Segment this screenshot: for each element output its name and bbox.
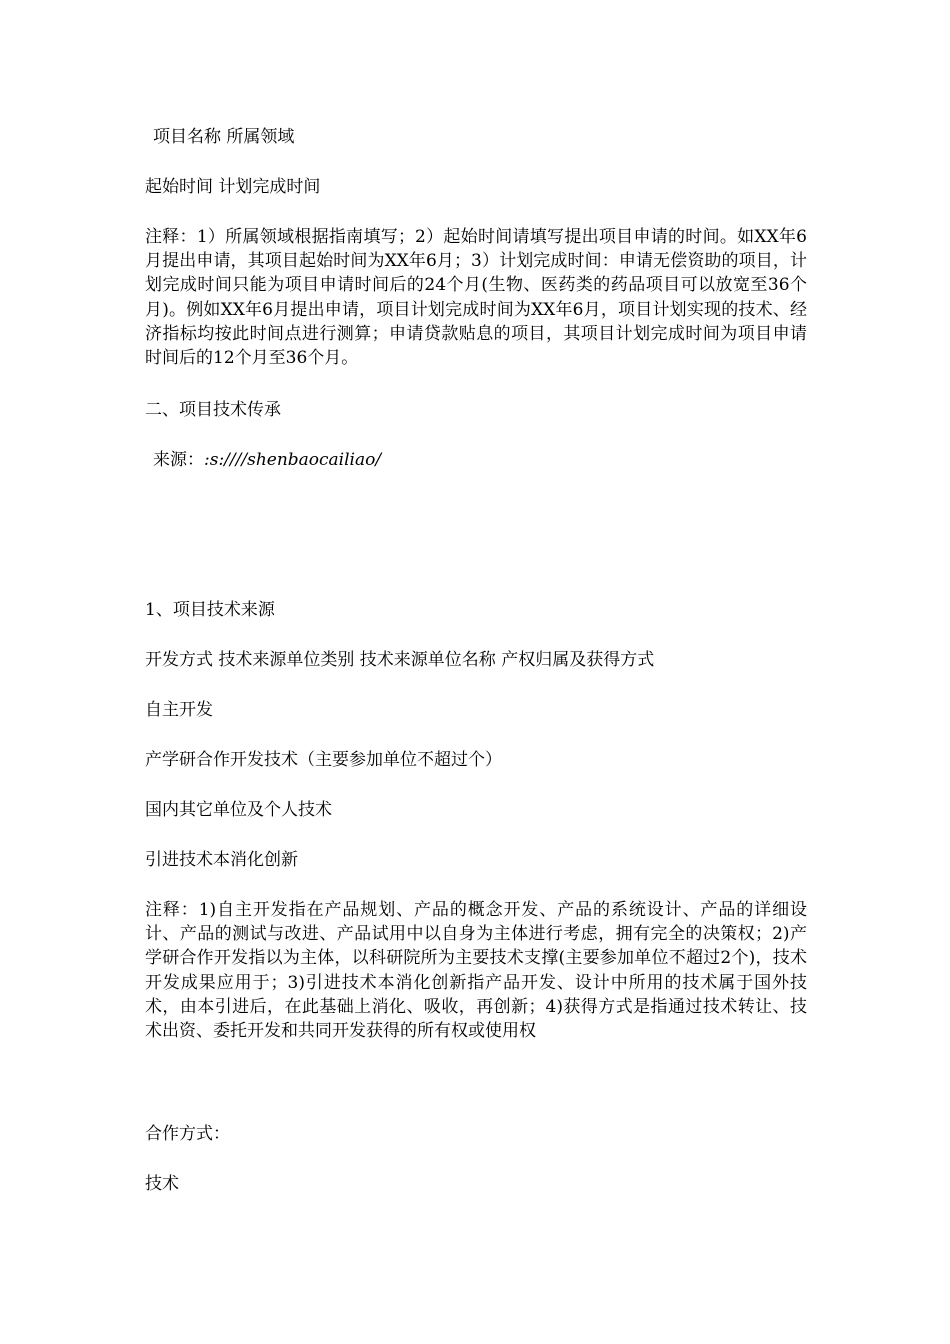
option-self-development: 自主开发 — [145, 700, 213, 720]
option-imported: 引进技术本消化创新 — [145, 850, 298, 870]
option-domestic: 国内其它单位及个人技术 — [145, 800, 332, 820]
source-label: 来源： — [153, 450, 204, 470]
dates-line: 起始时间 计划完成时间 — [145, 177, 321, 197]
table-header-line: 开发方式 技术来源单位类别 技术来源单位名称 产权归属及获得方式 — [145, 650, 655, 670]
section-heading: 二、项目技术传承 — [145, 400, 281, 420]
note-paragraph-1: 注释：1）所属领域根据指南填写；2）起始时间请填写提出项目申请的时间。如XX年6月提出申请，其项目起始时间为XX年6月；3）计划完成时间：申请无偿资助的项目，计划完成时间只能为项目申请时间后的24个月(生物、医药类的药品项目可以放宽至36个月)。例如XX年6月提出申请，项目计划完成时间为XX年6月，项目计划实现的技术、经济指标均按此时间点进行测算；申请贷款贴息的项目，其项目计划完成时间为项目申请时间后的12个月至36个月。 — [145, 227, 807, 369]
subsection-heading: 1、项目技术来源 — [145, 600, 275, 620]
project-name-line: 项目名称 所属领域 — [153, 127, 295, 147]
cooperation-label: 合作方式： — [145, 1124, 230, 1144]
option-cooperation: 产学研合作开发技术（主要参加单位不超过个） — [145, 750, 502, 770]
note-paragraph-2: 注释：1)自主开发指在产品规划、产品的概念开发、产品的系统设计、产品的详细设计、产品的测试与改进、产品试用中以自身为主体进行考虑，拥有完全的决策权；2)产学研合作开发指以为主体，以科研院所为主要技术支撑(主要参加单位不超过2个)，技术开发成果应用于；3)引进技术本消化创新指产品开发、设计中所用的技术属于国外技术，由本引进后，在此基础上消化、吸收，再创新；4)获得方式是指通过技术转让、技术出资、委托开发和共同开发获得的所有权或使用权 — [145, 900, 807, 1042]
source-line — [153, 448, 818, 472]
tech-label: 技术 — [145, 1174, 179, 1194]
source-url: :s:////shenbaocailiao/ — [204, 450, 382, 470]
